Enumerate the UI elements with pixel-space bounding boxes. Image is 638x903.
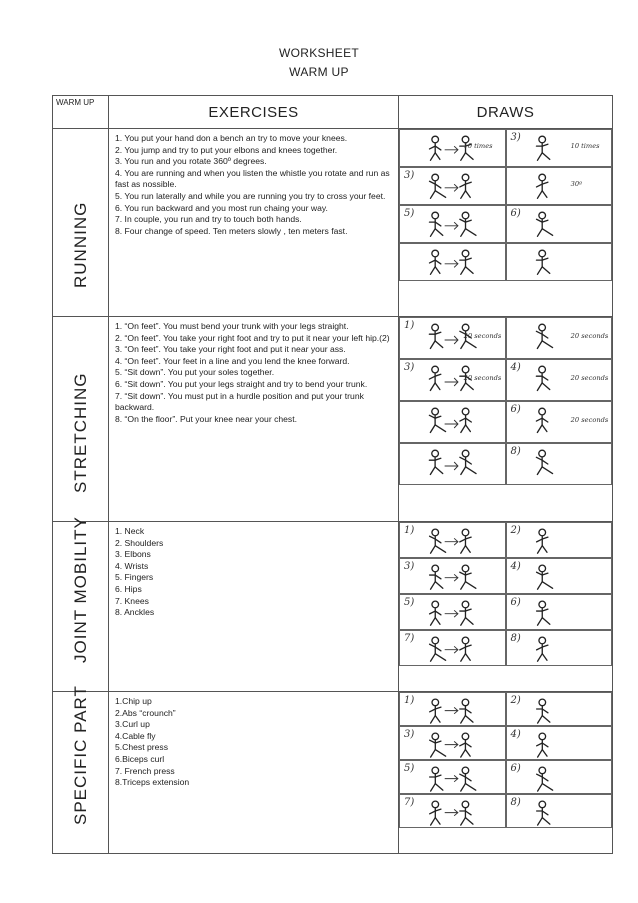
elbows-icon [399, 558, 506, 594]
drawing-sketch [400, 761, 505, 793]
stick-figure [430, 212, 443, 236]
draw-number: 8) [510, 446, 521, 457]
stick-figure [460, 529, 471, 553]
hips-icon [506, 594, 613, 630]
drawing-sketch [400, 244, 505, 280]
curl-up-icon [399, 726, 506, 760]
draw-number: 1) [404, 525, 415, 536]
draws-cell [399, 692, 613, 854]
stick-figure [430, 637, 446, 661]
drawing-sketch [400, 402, 505, 442]
section-label: JOINT MOBILITY [70, 516, 90, 663]
stick-figure [460, 212, 476, 236]
draw-number: 7) [404, 797, 415, 808]
exercise-item: 6. “Sit down”. You put your legs straight and try to bend your trunk. [115, 378, 368, 389]
drawing-sketch [507, 402, 612, 442]
ankles-icon [506, 630, 613, 666]
stick-figure [536, 801, 549, 825]
exercise-item: 2. You jump and try to put your elbons and knees together. [115, 144, 338, 155]
exercise-item: 4. “On feet”. Your feet in a line and you lend the knee forward. [115, 355, 350, 366]
arrow-icon [445, 184, 458, 191]
stick-figure [460, 174, 471, 198]
stick-figure [430, 699, 441, 723]
exercise-item: 7. In couple, you run and try to touch both hands. [115, 214, 302, 225]
stick-figure [430, 529, 446, 553]
draws-heading: DRAWS [399, 96, 613, 129]
stick-figure [430, 174, 446, 198]
drawing-sketch [400, 206, 505, 242]
jump-icon [506, 129, 613, 167]
stick-figure [429, 450, 442, 474]
stick-figure [430, 250, 441, 274]
fingers-icon [399, 594, 506, 630]
exercise-item: 2. “On feet”. You take your right foot and try to put it near your left hip.(2) [115, 332, 390, 343]
draw-number: 4) [510, 362, 521, 373]
exercise-item: 6.Biceps curl [115, 753, 165, 764]
exercise-item: 7. Knees [115, 595, 149, 606]
exercise-item: 1. You put your hand don a bench an try to move your knees. [115, 133, 348, 143]
section-label: SPECIFIC PART [70, 685, 90, 825]
draws-cell [399, 317, 613, 522]
worksheet-subtitle: WARM UP [289, 65, 349, 79]
exercise-item: 4.Cable fly [115, 730, 156, 741]
stick-figure [430, 601, 441, 625]
drawing-sketch [507, 206, 612, 242]
draws-grid [399, 522, 612, 666]
chin-up-icon [399, 692, 506, 726]
warmup-table [52, 95, 613, 854]
exercise-list [109, 522, 398, 623]
drawing-sketch [507, 795, 612, 827]
drawing-sketch [400, 595, 505, 629]
drawing-sketch [507, 761, 612, 793]
exercise-cell [109, 129, 399, 317]
draw-note: 20 seconds [463, 332, 502, 340]
draw-number: 3) [404, 729, 415, 740]
exercise-item: 8. “On the floor”. Put your knee near your chest. [115, 413, 297, 424]
header-row [53, 96, 613, 129]
stick-figure [460, 565, 476, 589]
stick-figure [536, 529, 547, 553]
exercise-item: 8. Four change of speed. Ten meters slowly , ten meters fast. [115, 225, 348, 236]
draws-grid [399, 129, 612, 281]
section-row-joint-mobility [53, 522, 613, 692]
stick-figure [460, 699, 473, 723]
draw-number: 6) [510, 404, 521, 415]
draw-number: 1) [404, 320, 415, 331]
exercise-item: 6. You run backward and you most run chaing your way. [115, 202, 328, 213]
couple-run-icon [399, 243, 506, 281]
exercise-item: 1. Neck [115, 526, 145, 536]
drawing-sketch [400, 523, 505, 557]
draw-number: 3) [404, 362, 415, 373]
french-press-icon [399, 794, 506, 828]
stick-figure [460, 733, 471, 757]
section-row-stretching [53, 317, 613, 522]
crunch-icon [506, 692, 613, 726]
warmup-label: WARM UP [53, 96, 109, 129]
exercise-item: 7. French press [115, 765, 175, 776]
stick-figure [430, 733, 446, 757]
draw-number: 1) [404, 695, 415, 706]
exercise-item: 7. “Sit down”. You must put in a hurdle position and put your trunk backward. [115, 390, 364, 413]
stick-figure [536, 408, 547, 432]
draw-number: 5) [404, 597, 415, 608]
drawing-sketch [507, 168, 612, 204]
exercise-item: 4. Wrists [115, 560, 149, 571]
stick-figure [460, 801, 473, 825]
exercise-cell [109, 692, 399, 854]
arrow-icon [445, 538, 458, 545]
draw-number: 6) [510, 597, 521, 608]
section-label: STRETCHING [70, 372, 90, 493]
stick-figure [536, 699, 549, 723]
stick-figure [536, 366, 549, 390]
arrow-icon [445, 574, 458, 581]
exercise-item: 5.Chest press [115, 742, 169, 753]
arrow-icon [445, 222, 458, 229]
exercise-item: 3. You run and you rotate 360º degrees. [115, 156, 267, 167]
worksheet-title: WORKSHEET [278, 46, 360, 60]
foot-hip-icon [506, 317, 613, 359]
arrow-icon [445, 610, 458, 617]
exercise-item: 2.Abs “crounch” [115, 707, 176, 718]
stick-figure [460, 601, 473, 625]
hurdle-icon [399, 443, 506, 485]
draw-note: 20 seconds [570, 332, 608, 340]
speed-change-icon [506, 243, 613, 281]
section-label-cell [53, 516, 109, 692]
exercise-item: 3.Curl up [115, 719, 150, 730]
draw-note: 20 seconds [570, 374, 608, 382]
exercise-list [109, 129, 398, 241]
wrists-icon [506, 558, 613, 594]
section-row-running [53, 129, 613, 317]
draw-number: 4) [510, 561, 521, 572]
stick-figure [429, 366, 440, 390]
draws-grid [399, 692, 612, 828]
section-label-cell [53, 129, 109, 317]
exercise-item: 3. “On feet”. You take your right foot and put it near your ass. [115, 344, 346, 355]
arrow-icon [445, 741, 458, 747]
soles-together-icon [399, 401, 506, 443]
biceps-curl-icon [506, 760, 613, 794]
exercise-list [109, 692, 398, 793]
stick-figure [430, 565, 443, 589]
lateral-run-icon [399, 205, 506, 243]
exercise-item: 1.Chip up [115, 696, 152, 706]
draw-number: 5) [404, 208, 415, 219]
arrow-icon [445, 336, 458, 344]
trunk-bend-icon [399, 317, 506, 359]
exercise-cell [109, 317, 399, 522]
stick-figure [536, 212, 552, 236]
drawing-sketch [507, 318, 612, 358]
drawing-sketch [400, 693, 505, 725]
drawing-sketch [400, 795, 505, 827]
drawing-sketch [507, 595, 612, 629]
drawing-sketch [400, 559, 505, 593]
drawing-sketch [400, 130, 505, 166]
chest-press-icon [399, 760, 506, 794]
drawing-sketch [400, 444, 505, 484]
draw-number: 6) [510, 763, 521, 774]
stick-figure [430, 136, 441, 160]
exercise-item: 8. Anckles [115, 607, 155, 618]
draw-number: 2) [510, 525, 521, 536]
knee-chest-icon [506, 443, 613, 485]
drawing-sketch [507, 130, 612, 166]
knees-icon [399, 630, 506, 666]
drawing-sketch [400, 631, 505, 665]
stick-figure [536, 565, 552, 589]
triceps-extension-icon [506, 794, 613, 828]
exercise-list [109, 317, 398, 429]
section-label: RUNNING [70, 201, 90, 288]
stick-figure [536, 136, 549, 160]
draws-grid [399, 317, 612, 485]
drawing-sketch [507, 360, 612, 400]
drawing-sketch [400, 318, 505, 358]
draw-number: 6) [510, 208, 521, 219]
draw-note: 10 times [570, 142, 600, 150]
draw-number: 7) [404, 633, 415, 644]
draw-number: 3) [404, 170, 415, 181]
exercise-item: 5. You run laterally and while you are running you try to cross your feet. [115, 190, 386, 201]
stick-figure [460, 767, 476, 791]
stick-figure [429, 324, 442, 348]
seated-bend-icon [506, 401, 613, 443]
stick-figure [430, 801, 441, 825]
arrow-icon [445, 146, 458, 153]
drawing-sketch [507, 727, 612, 759]
stick-figure [536, 637, 547, 661]
knee-forward-icon [506, 359, 613, 401]
foot-ass-icon [399, 359, 506, 401]
draw-number: 5) [404, 763, 415, 774]
stick-figure [536, 174, 547, 198]
arrow-icon [445, 420, 458, 428]
stick-figure [430, 767, 443, 791]
arrow-icon [445, 462, 458, 470]
draw-note: 30º [570, 180, 582, 188]
exercise-item: 3. Elbons [115, 549, 151, 560]
exercise-cell [109, 522, 399, 692]
draws-cell [399, 129, 613, 317]
draw-number: 8) [510, 633, 521, 644]
exercises-heading: EXERCISES [109, 96, 399, 129]
rotate-run-icon [399, 167, 506, 205]
drawing-sketch [507, 693, 612, 725]
stick-figure [536, 767, 552, 791]
exercise-item: 5. Fingers [115, 572, 154, 583]
section-label-cell [53, 317, 109, 522]
arrow-icon [445, 775, 458, 781]
stick-figure [460, 637, 471, 661]
drawing-sketch [507, 631, 612, 665]
exercise-item: 1. “On feet”. You must bend your trunk with your legs straight. [115, 321, 349, 331]
draw-number: 2) [510, 695, 521, 706]
draw-number: 3) [404, 561, 415, 572]
draw-number: 8) [510, 797, 521, 808]
drawing-sketch [507, 244, 612, 280]
stick-figure [460, 250, 473, 274]
whistle-run-icon [506, 167, 613, 205]
exercise-item: 5. “Sit down”. You put your soles together. [115, 367, 275, 378]
bench-knee-icon [399, 129, 506, 167]
section-row-specific-part [53, 692, 613, 854]
stick-figure [536, 450, 552, 474]
draw-note: 20 seconds [463, 374, 502, 382]
exercise-item: 2. Shoulders [115, 537, 164, 548]
shoulders-icon [506, 522, 613, 558]
arrow-icon [445, 260, 458, 267]
arrow-icon [445, 646, 458, 653]
draw-number: 4) [510, 729, 521, 740]
drawing-sketch [507, 559, 612, 593]
exercise-item: 6. Hips [115, 583, 142, 594]
stick-figure [536, 733, 547, 757]
draws-cell [399, 522, 613, 692]
cable-fly-icon [506, 726, 613, 760]
draw-number: 3) [510, 132, 521, 143]
drawing-sketch [507, 444, 612, 484]
drawing-sketch [400, 360, 505, 400]
stick-figure [460, 408, 471, 432]
drawing-sketch [507, 523, 612, 557]
arrow-icon [445, 809, 458, 815]
backward-run-icon [506, 205, 613, 243]
section-label-cell [53, 685, 109, 854]
arrow-icon [445, 378, 458, 386]
stick-figure [536, 324, 552, 348]
arrow-icon [445, 707, 458, 713]
stick-figure [536, 601, 549, 625]
exercise-item: 8.Triceps extension [115, 777, 190, 788]
draw-note: 20 seconds [570, 416, 608, 424]
neck-icon [399, 522, 506, 558]
stick-figure [460, 450, 476, 474]
drawing-sketch [400, 168, 505, 204]
stick-figure [536, 250, 549, 274]
exercise-item: 4. You are running and when you listen the whistle you rotate and run as fast as nossible. [115, 167, 390, 190]
stick-figure [429, 408, 445, 432]
drawing-sketch [400, 727, 505, 759]
draw-note: 10 times [463, 142, 493, 150]
